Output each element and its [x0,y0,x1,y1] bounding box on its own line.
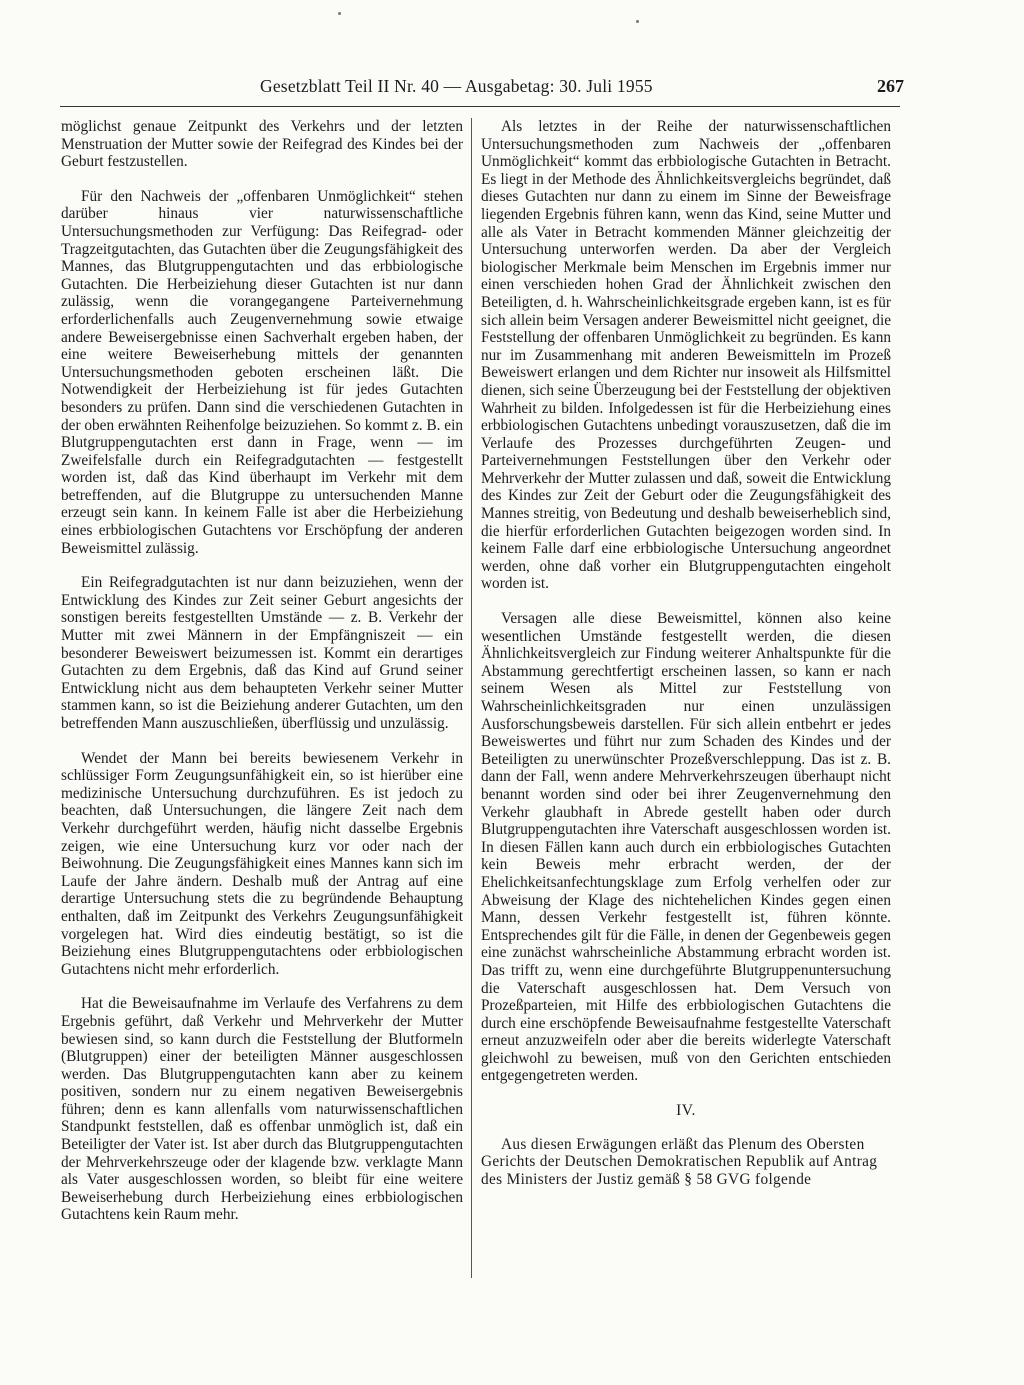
left-paragraph-5: Hat die Beweisaufnahme im Verlaufe des Verfahrens zu dem Ergebnis geführt, daß Verkehr und Mehrverkehr der Mutter bewiesen sind, so kann durch die Feststellung der Blutformeln (Blutgruppen) einer der beteiligten Männer ausgeschlossen werden. Das Blutgruppengutachten kann aber zu keinem positiven, sondern nur zu einem negativen Beweisergebnis führen; denn es kann allenfalls vom naturwissenschaftlichen Standpunkt feststellen, daß es offenbar unmöglich ist, daß ein Beteiligter der Vater ist. Ist aber durch das Blutgruppengutachten der Mehrverkehrszeuge oder der klagende bzw. verklagte Mann als Vater ausgeschlossen worden, so bleibt für eine weitere Beweiserhebung durch Herbeiziehung eines erbbiologischen Gutachtens kein Raum mehr. [61,995,463,1224]
scan-speck [338,12,341,15]
left-column [61,118,463,1241]
left-paragraph-4: Wendet der Mann bei bereits bewiesenem Verkehr in schlüssiger Form Zeugungsunfähigkeit ein, so ist hierüber eine medizinische Untersuchung durchzuführen. Es ist jedoch zu beachten, daß Untersuchungen, die längere Zeit nach dem Verkehr durchgeführt werden, häufig nicht dasselbe Ergebnis zeigen, wie eine Untersuchung kurz vor oder nach der Beiwohnung. Die Zeugungsfähigkeit eines Mannes kann sich im Laufe der Jahre ändern. Deshalb muß der Antrag auf eine derartige Untersuchung stets die zu begründende Behauptung enthalten, daß im Zeitpunkt des Verkehrs Zeugungsunfähigkeit vorgelegen hat. Wird dies eindeutig bestätigt, so ist die Beiziehung eines Blutgruppengutachtens oder erbbiologischen Gutachtens nicht mehr erforderlich. [61,749,463,978]
scan-speck [636,20,639,23]
right-column [481,118,891,1205]
decision-paragraph: Aus diesen Erwägungen erläßt das Plenum des Obersten Gerichts der Deutschen Demokratischen Republik auf Antrag des Ministers der Justiz gemäß § 58 GVG folgende [481,1135,878,1188]
page-header [60,76,914,102]
left-paragraph-3: Ein Reifegradgutachten ist nur dann beizuziehen, wenn der Entwicklung des Kindes zur Zeit seiner Geburt angesichts der sonstigen bereits festgestellten Umstände — z. B. Verkehr der Mutter mit zwei Männern in der Empfängniszeit — ein besonderer Beweiswert beizumessen ist. Kommt ein derartiges Gutachten zu dem Ergebnis, daß das Kind auf Grund seiner Entwicklung nicht aus dem behaupteten Verkehr seiner Mutter stammen kann, so ist die Beiziehung anderer Gutachten, um den betreffenden Mann auszuschließen, überflüssig und unzulässig. [61,574,463,732]
section-heading: IV. [676,1102,696,1120]
left-paragraph-2: Für den Nachweis der „offenbaren Unmöglichkeit“ stehen darüber hinaus vier naturwissenschaftliche Untersuchungsmethoden zur Verfügung: Das Reifegrad- oder Tragzeitgutachten, das Gutachten über die Zeugungsfähigkeit des Mannes, das Blutgruppengutachten und das erbbiologische Gutachten. Die Herbeiziehung dieser Gutachten ist nur dann zulässig, wenn die vorangegangene Parteivernehmung erforderlichenfalls auch Zeugenvernehmung sowie etwaige andere Beweisergebnisse einen Sachverhalt ergeben haben, der eine weitere Beweiserhebung mittels der genannten Untersuchungsmethoden geboten erscheinen läßt. Die Notwendigkeit der Herbeiziehung ist für jedes Gutachten besonders zu prüfen. Dann sind die verschiedenen Gutachten in der oben erwähnten Reihenfolge beizuziehen. So kommt z. B. ein Blutgruppengutachten erst dann in Frage, wenn — im Zweifelsfalle durch ein Reifegradgutachten — festgestellt worden ist, daß das Kind überhaupt im Verkehr mit dem betreffenden, auf die Blutgruppe zu untersuchenden Manne erzeugt sein kann. In keinem Falle ist aber die Herbeiziehung eines erbbiologischen Gutachtens vor Erschöpfung der anderen Beweismittel zulässig. [61,187,463,557]
column-divider [471,118,472,1278]
right-paragraph-1: Als letztes in der Reihe der naturwissenschaftlichen Untersuchungsmethoden zum Nachweis der „offenbaren Unmöglichkeit“ kommt das erbbiologische Gutachten in Betracht. Es liegt in der Methode des Ähnlichkeitsvergleichs begründet, daß dieses Gutachten nur dann zu einem im Sinne der Beweisfrage liegenden Ergebnis führen kann, wenn das Kind, seine Mutter und alle als Vater in Betracht kommenden Männer gleichzeitig der Untersuchung unterworfen werden. Da aber der Vergleich biologischer Merkmale beim Menschen im Ergebnis immer nur einen verschieden hohen Grad der Ähnlichkeit zwischen den Beteiligten, d. h. Wahrscheinlichkeitsgrade ergeben kann, ist es für sich allein beim Versagen anderer Beweismittel nicht geeignet, die Feststellung der offenbaren Unmöglichkeit zu begründen. Es kann nur im Zusammenhang mit anderen Beweismitteln im Prozeß Beweiswert erlangen und dem Richter nur insoweit als Hilfsmittel dienen, sich seine Überzeugung bei der Feststellung der objektiven Wahrheit zu bilden. Infolgedessen ist für die Herbeiziehung eines erbbiologischen Gutachtens unbedingt vorauszusetzen, daß die im Verlaufe des Prozesses durchgeführten Zeugen- und Parteivernehmungen Feststellungen über den Verkehr oder Mehrverkehr der Mutter zulassen und daß, soweit die Entwicklung des Kindes zur Zeit der Geburt oder die Zeugungsfähigkeit des Mannes streitig, von Bedeutung und deshalb beweiserheblich sind, die hierfür erforderlichen Gutachten beigezogen worden sind. In keinem Falle darf eine erbbiologische Untersuchung angeordnet werden, ohne daß vorher ein Blutgruppengutachten eingeholt worden ist. [481,118,891,593]
right-paragraph-2: Versagen alle diese Beweismittel, können also keine wesentlichen Umstände festgestellt werden, die diesen Ähnlichkeitsvergleich zur Findung weiterer Anhaltspunkte für die Abstammung gerechtfertigt erscheinen lassen, so kann er nach seinem Wesen als Mittel zur Feststellung von Wahrscheinlichkeitsgraden nur einen unzulässigen Ausforschungsbeweis darstellen. Für sich allein entbehrt er jedes Beweiswertes und führt nur zum Schaden des Kindes und der Beteiligten zu unerwünschter Prozeßverschleppung. Das ist z. B. dann der Fall, wenn andere Mehrverkehrszeugen überhaupt nicht benannt worden sind oder bei ihrer Zeugenvernehmung den Verkehr glaubhaft in Abrede gestellt haben oder durch Blutgruppengutachten ihre Vaterschaft ausgeschlossen worden ist. In diesen Fällen kann auch durch ein erbbiologisches Gutachten kein Beweis mehr erbracht werden, der der Ehelichkeitsanfechtungsklage zum Erfolg verhelfen oder zur Abweisung der Klage des nichtehelichen Kindes gegen einen Mann, dessen Verkehr festgestellt ist, führen könnte. Entsprechendes gilt für die Fälle, in denen der Gegenbeweis gegen eine zunächst wahrscheinliche Abstammung erbracht worden ist. Das trifft zu, wenn eine durchgeführte Blutgruppenuntersuchung die Vaterschaft ausgeschlossen hat. Dem Versuch von Prozeßparteien, mit Hilfe des erbbiologischen Gutachtens die durch eine erschöpfende Beweisaufnahme festgestellte Vaterschaft erneut anzuzweifeln oder aber die bereits widerlegte Vaterschaft gleichwohl zu beweisen, muß von den Gerichten entschieden entgegengetreten werden. [481,610,891,1085]
header-title: Gesetzblatt Teil II Nr. 40 — Ausgabetag: 30. Juli 1955 [260,76,653,96]
page-number: 267 [877,76,904,96]
header-rule [60,106,900,107]
left-paragraph-1: möglichst genaue Zeitpunkt des Verkehrs und der letzten Menstruation der Mutter sowie der Reifegrad des Kindes bei der Geburt festzustellen. [61,118,463,171]
